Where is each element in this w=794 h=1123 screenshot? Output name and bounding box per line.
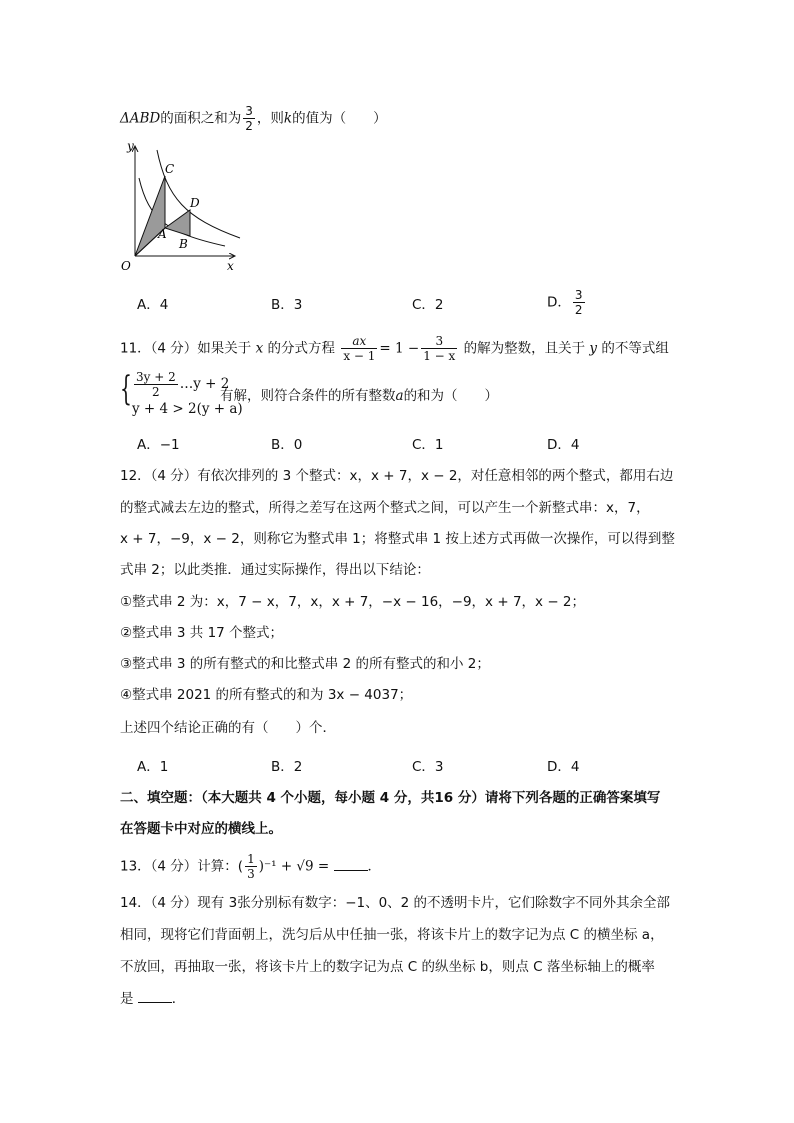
- label-c: C: [165, 162, 175, 176]
- q12-option-a[interactable]: A．1: [137, 759, 169, 775]
- label-b: B: [179, 237, 188, 251]
- q12-option-d[interactable]: D．4: [547, 759, 580, 775]
- q12-line3: x + 7，−9，x − 2，则称它为整式串 1；将整式串 1 按上述方式再做一次操作，可以得到整: [120, 531, 675, 547]
- q11-sys-frac: [134, 370, 178, 399]
- q10-options: [137, 288, 697, 317]
- label-a: A: [158, 227, 167, 241]
- section2-heading-line1: 二、填空题：（本大题共 4 个小题，每小题 4 分，共16 分）请将下列各题的正确答案填写: [120, 790, 661, 806]
- label-o: O: [121, 259, 131, 273]
- q10-stem-mid: 的面积之和为: [160, 110, 242, 127]
- q11-eq-frac2: [421, 334, 457, 363]
- q12-line4: 式串 2；以此类推．通过实际操作，得出以下结论：: [120, 562, 430, 578]
- q11-option-c[interactable]: C．1: [412, 437, 444, 453]
- q11-eq-den2: 1 − x: [423, 349, 456, 363]
- q11-tail: [220, 386, 498, 406]
- q11-tail-text: 有解，则符合条件的所有整数: [220, 388, 396, 404]
- label-d: D: [190, 196, 200, 210]
- q12-options: [137, 756, 697, 778]
- q11-brace: {: [120, 369, 132, 409]
- q10-triangle-label: ΔABD: [120, 110, 161, 127]
- q13-end: ．: [367, 858, 382, 875]
- q11-tail2: 的和为（ ）: [403, 388, 499, 404]
- q11-after: 的解为整数，且关于: [463, 340, 586, 357]
- q12-option-b[interactable]: B．2: [271, 759, 303, 775]
- q12-conclusion-3: ③整式串 3 的所有整式的和比整式串 2 的所有整式的和小 2；: [120, 656, 490, 672]
- q14-line1: 14．（4 分）现有 3张分别标有数字：−1、0、2 的不透明卡片，它们除数字不同外其余全部: [120, 895, 671, 911]
- q10-figure: [115, 138, 250, 278]
- q12-option-c[interactable]: C．3: [412, 759, 444, 775]
- label-y: y: [127, 139, 134, 153]
- triangle-oca: [135, 176, 165, 256]
- q10-fraction: [243, 104, 255, 133]
- q10-frac-den: 2: [245, 119, 253, 133]
- label-x: x: [227, 259, 234, 273]
- q11-y: y: [589, 340, 598, 357]
- q13-expression: )⁻¹ + √9 =: [258, 858, 330, 875]
- q14-line4: [120, 988, 185, 1009]
- q11-sys-rest: …y + 2: [179, 376, 230, 392]
- q10-option-c[interactable]: C．2: [412, 297, 444, 313]
- q11-mid: 的分式方程: [267, 340, 336, 357]
- q14-line3: 不放回，再抽取一张，将该卡片上的数字记为点 C 的纵坐标 b，则点 C 落坐标轴上的概率: [120, 959, 655, 975]
- q10-frac-num: 3: [245, 104, 253, 118]
- q13-frac-num: 1: [247, 852, 255, 866]
- q10-option-b[interactable]: B．3: [271, 297, 303, 313]
- q11-sys-den: 2: [152, 385, 160, 399]
- q11-eq-frac1: [341, 334, 377, 363]
- q11-option-d[interactable]: D．4: [547, 437, 580, 453]
- q11-eq-num2: 3: [421, 334, 457, 349]
- q12-line2: 的整式减去左边的整式，所得之差写在这两个整式之间，可以产生一个新整式串：x，7，: [120, 500, 650, 516]
- q10-option-a[interactable]: A．4: [137, 297, 169, 313]
- q10-stem-end: ，则: [256, 110, 284, 127]
- q14-answer-blank[interactable]: [138, 988, 172, 1003]
- q10-k: k: [283, 110, 293, 127]
- q10-stem-end2: 的值为（ ）: [292, 110, 387, 127]
- q12-ask: 上述四个结论正确的有（ ）个．: [120, 720, 336, 736]
- q11-option-a[interactable]: A．−1: [137, 437, 180, 453]
- q10-option-d-prefix: D．: [547, 294, 571, 311]
- q10-stem: [120, 104, 387, 133]
- q10-option-d-den: 2: [574, 303, 583, 317]
- q11-a: a: [395, 388, 404, 404]
- triangle-abd: [165, 210, 190, 236]
- q11-eq-den1: x − 1: [343, 349, 376, 363]
- q11-option-b[interactable]: B．0: [271, 437, 303, 453]
- q13-stem: [120, 852, 381, 881]
- q13-frac: [245, 852, 257, 881]
- q11-sys-line2: y + 4 > 2(y + a): [132, 401, 243, 417]
- q11-eq-num1: ax: [341, 334, 377, 349]
- q14-line4-text: 是: [120, 991, 134, 1007]
- q11-number: 11．（4 分）如果关于: [120, 340, 252, 357]
- q13-frac-den: 3: [247, 867, 255, 881]
- q14-end: ．: [171, 991, 186, 1007]
- q11-options: [137, 434, 697, 456]
- q14-line2: 相同，现将它们背面朝上，洗匀后从中任抽一张，将该卡片上的数字记为点 C 的横坐标 a，: [120, 927, 664, 943]
- q12-conclusion-2: ②整式串 3 共 17 个整式；: [120, 625, 284, 641]
- q12-line1: 12．（4 分）有依次排列的 3 个整式：x，x + 7，x − 2，对任意相邻的两个整式，都用右边: [120, 468, 674, 484]
- q10-option-d-frac: [573, 288, 585, 317]
- section2-heading-line2: 在答题卡中对应的横线上。: [120, 821, 282, 837]
- q11-after2: 的不等式组: [601, 340, 669, 357]
- q10-option-d[interactable]: [547, 288, 587, 317]
- q11-stem: [120, 334, 669, 363]
- q11-eq-mid: = 1 −: [379, 340, 420, 357]
- q13-answer-blank[interactable]: [334, 856, 368, 871]
- q12-conclusion-4: ④整式串 2021 的所有整式的和为 3x − 4037；: [120, 687, 413, 703]
- q11-x: x: [255, 340, 264, 357]
- q10-option-d-num: 3: [574, 288, 583, 302]
- q13-prefix: 13．（4 分）计算：(: [120, 858, 244, 875]
- q11-sys-num: 3y + 2: [136, 370, 176, 384]
- q12-conclusion-1: ①整式串 2 为：x，7 − x，7，x，x + 7，−x − 16，−9，x + 7，x − 2；: [120, 594, 586, 610]
